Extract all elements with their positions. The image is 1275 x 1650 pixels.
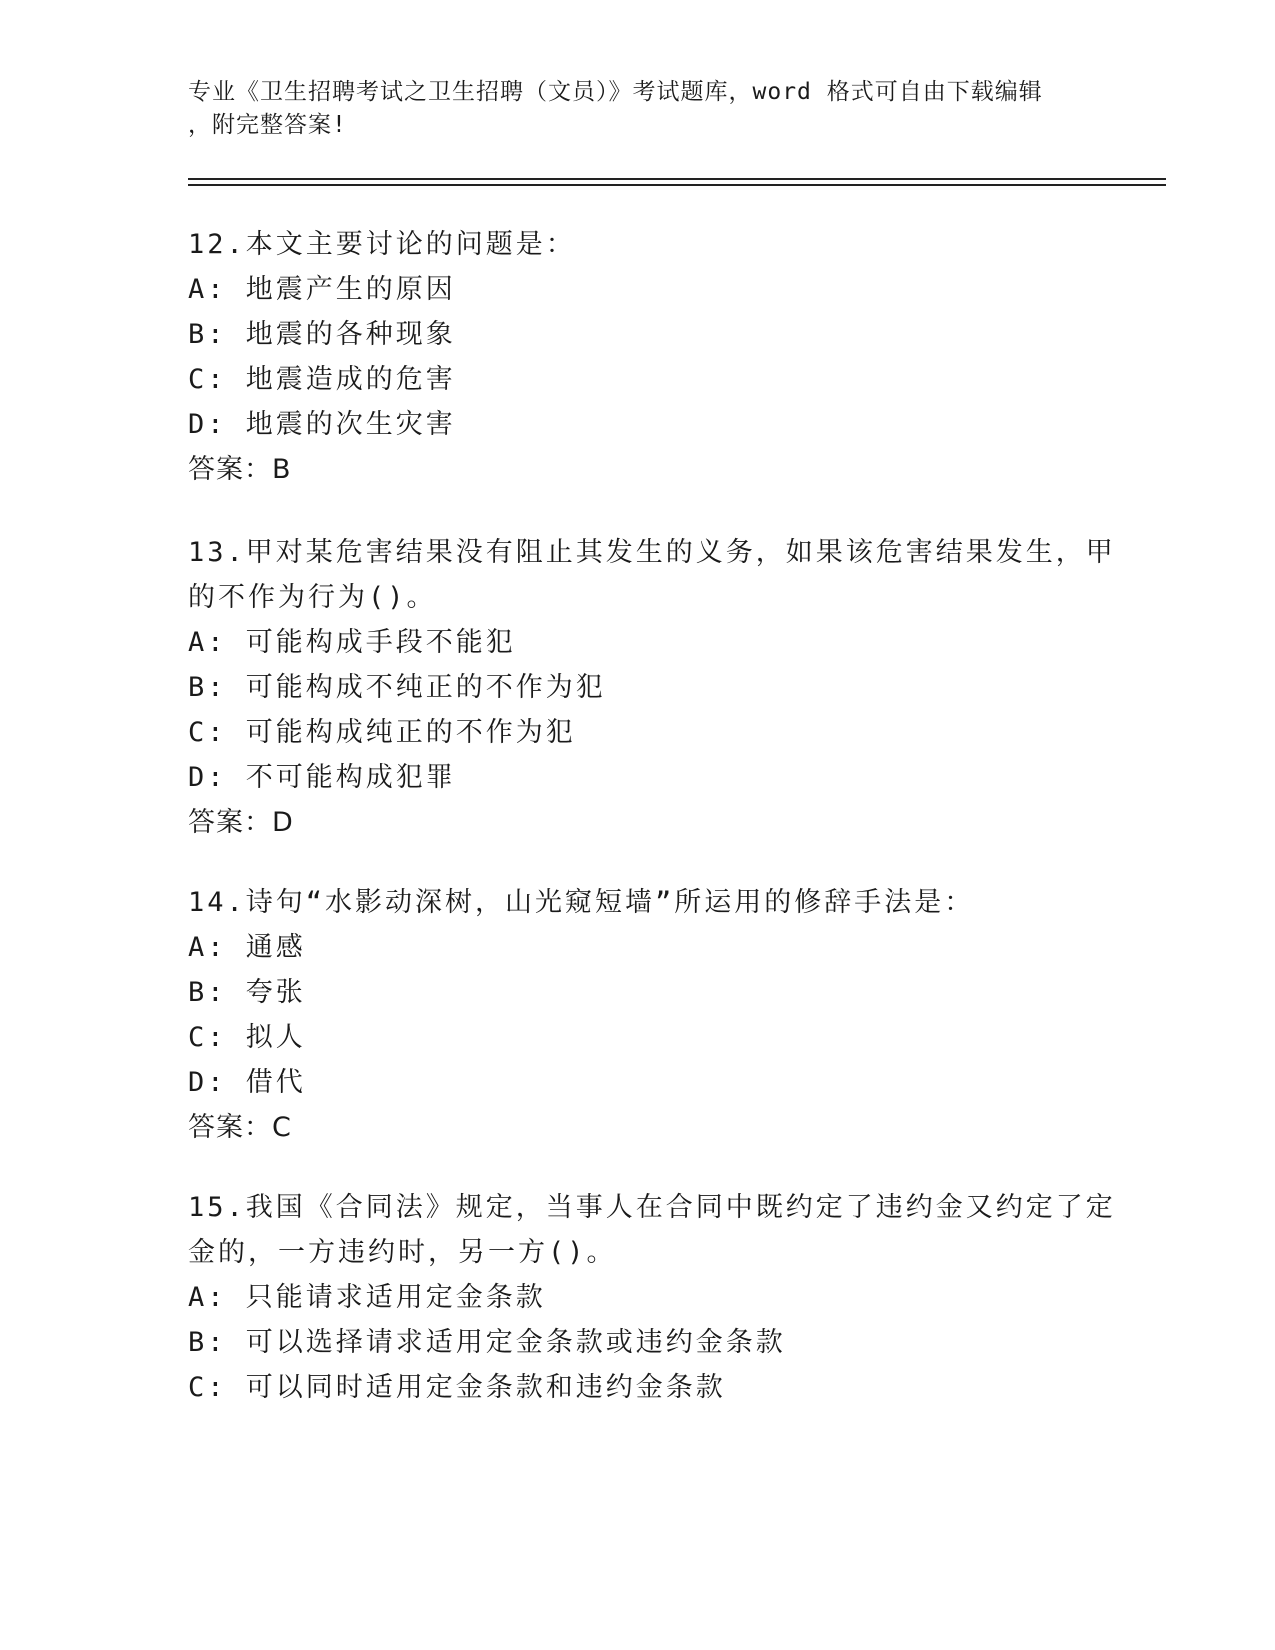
question-stem-line-2: 金的，一方违约时，另一方()。 bbox=[188, 1237, 617, 1268]
question-stem-line-1: 15.我国《合同法》规定，当事人在合同中既约定了违约金又约定了定 bbox=[188, 1192, 1116, 1223]
question-stem: 14.诗句“水影动深树，山光窥短墙”所运用的修辞手法是： bbox=[188, 887, 975, 918]
question-14 bbox=[188, 880, 1088, 1150]
option-c: C: 可能构成纯正的不作为犯 bbox=[188, 717, 576, 748]
question-13 bbox=[188, 530, 1116, 845]
option-d: D: 借代 bbox=[188, 1067, 306, 1098]
question-stem-line-1: 13.甲对某危害结果没有阻止其发生的义务，如果该危害结果发生，甲 bbox=[188, 537, 1116, 568]
question-12 bbox=[188, 222, 1088, 492]
option-a: A: 只能请求适用定金条款 bbox=[188, 1282, 546, 1313]
answer: 答案：C bbox=[188, 1112, 292, 1143]
option-a: A: 可能构成手段不能犯 bbox=[188, 627, 516, 658]
option-d: D: 不可能构成犯罪 bbox=[188, 762, 456, 793]
option-b: B: 可能构成不纯正的不作为犯 bbox=[188, 672, 606, 703]
header-line-2: ，附完整答案! bbox=[188, 112, 347, 138]
document-header bbox=[188, 76, 1068, 142]
option-c: C: 可以同时适用定金条款和违约金条款 bbox=[188, 1372, 726, 1403]
option-b: B: 夸张 bbox=[188, 977, 306, 1008]
option-b: B: 可以选择请求适用定金条款或违约金条款 bbox=[188, 1327, 786, 1358]
header-divider-top bbox=[188, 178, 1166, 180]
question-stem-line-2: 的不作为行为()。 bbox=[188, 582, 437, 613]
option-a: A: 通感 bbox=[188, 932, 306, 963]
header-divider-bottom bbox=[188, 184, 1166, 186]
question-15 bbox=[188, 1185, 1116, 1410]
option-d: D: 地震的次生灾害 bbox=[188, 409, 456, 440]
option-b: B: 地震的各种现象 bbox=[188, 319, 456, 350]
option-c: C: 地震造成的危害 bbox=[188, 364, 456, 395]
question-stem: 12.本文主要讨论的问题是： bbox=[188, 229, 576, 260]
answer: 答案：D bbox=[188, 807, 294, 838]
answer: 答案：B bbox=[188, 454, 292, 485]
option-c: C: 拟人 bbox=[188, 1022, 306, 1053]
option-a: A: 地震产生的原因 bbox=[188, 274, 456, 305]
header-line-1: 专业《卫生招聘考试之卫生招聘（文员）》考试题库，word 格式可自由下载编辑 bbox=[188, 79, 1043, 105]
